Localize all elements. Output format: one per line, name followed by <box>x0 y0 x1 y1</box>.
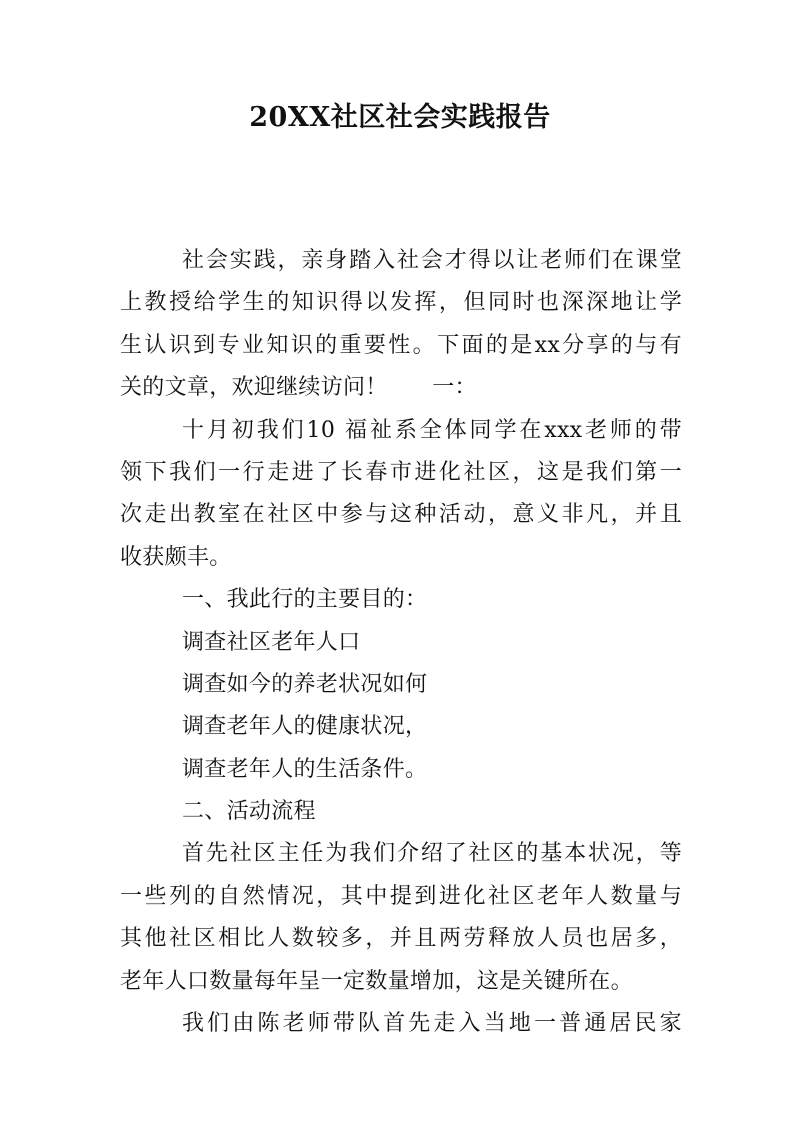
paragraph-line: 关的文章，欢迎继续访问！ 一： <box>120 375 477 401</box>
paragraph-line: 社会实践，亲身踏入社会才得以让老师们在课堂 <box>182 248 682 273</box>
paragraph-line: 老年人口数量每年呈一定数量增加，这是关键所在。 <box>120 968 633 994</box>
paragraph-line: 其他社区相比人数较多，并且两劳释放人员也居多， <box>120 926 682 952</box>
list-item: 调查老年人的生活条件。 <box>182 756 428 782</box>
list-item: 调查如今的养老状况如何 <box>182 671 428 697</box>
paragraph-line: 生认识到专业知识的重要性。下面的是xx分享的与有 <box>120 332 682 358</box>
document-title: 20XX社区社会实践报告 <box>249 102 551 133</box>
paragraph-line: 首先社区主任为我们介绍了社区的基本状况，等 <box>182 841 682 867</box>
paragraph-line: 收获颇丰。 <box>120 544 232 570</box>
paragraph-line: 次走出教室在社区中参与这种活动，意义非凡，并且 <box>120 502 682 528</box>
paragraph-line: 十月初我们10 福祉系全体同学在xxx老师的带 <box>182 417 682 443</box>
section-heading: 一、我此行的主要目的： <box>182 587 428 613</box>
list-item: 调查社区老年人口 <box>182 629 361 655</box>
paragraph-line: 一些列的自然情况，其中提到进化社区老年人数量与 <box>120 883 682 909</box>
section-heading: 二、活动流程 <box>182 799 316 825</box>
list-item: 调查老年人的健康状况， <box>182 714 428 740</box>
document-body <box>120 240 682 1045</box>
paragraph-line: 领下我们一行走进了长春市进化社区，这是我们第一 <box>120 459 682 485</box>
paragraph-line: 上教授给学生的知识得以发挥，但同时也深深地让学 <box>120 290 682 316</box>
paragraph-line: 我们由陈老师带队首先走入当地一普通居民家 <box>182 1011 682 1037</box>
